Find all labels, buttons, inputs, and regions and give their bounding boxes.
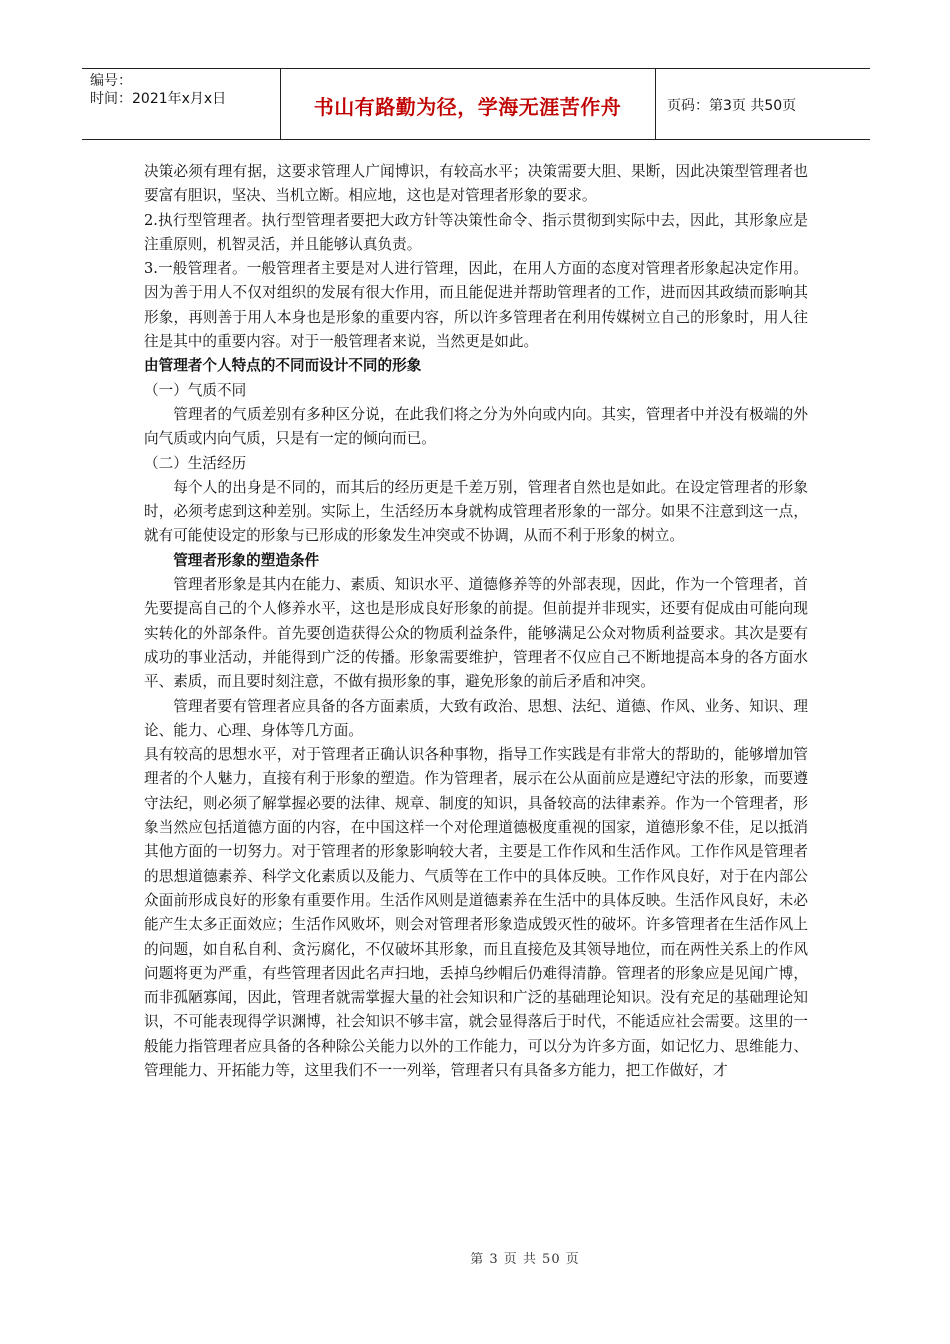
document-time-label: 时间：2021年x月x日 — [90, 91, 227, 107]
paragraph: 管理者要有管理者应具备的各方面素质，大致有政治、思想、法纪、道德、作风、业务、知识、理论、能力、心理、身体等几方面。 — [144, 697, 808, 739]
paragraph: 管理者的气质差别有多种区分说，在此我们将之分为外向或内向。其实，管理者中并没有极端的外向气质或内向气质，只是有一定的倾向而已。 — [144, 405, 808, 448]
paragraph: 管理者形象是其内在能力、素质、知识水平、道德修养等的外部表现，因此，作为一个管理者，首先要提高自己的个人修养水平，这也是形成良好形象的前提。但前提并非现实，还要有促成由可能向现实转化的外部条件。首先要创造获得公众的物质利益条件，能够满足公众对物质利益要求。其次是要有成功的事业活动，并能得到广泛的传播。形象需要维护，管理者不仅应自己不断地提高本身的各方面水平、素质，而且要时刻注意，不做有损形象的事，避免形象的前后矛盾和冲突。 — [144, 576, 808, 691]
subsection-heading: （二）生活经历 — [144, 454, 247, 472]
page-footer: 第 3 页 共 50 页 — [470, 1252, 580, 1267]
paragraph: 每个人的出身是不同的，而其后的经历更是千差万别，管理者自然也是如此。在设定管理者的形象时，必须考虑到这种差别。实际上，生活经历本身就构成管理者形象的一部分。如果不注意到这一点，就有可能使设定的形象与已形成的形象发生冲突或不协调，从而不利于形象的树立。 — [144, 478, 808, 545]
header-page-label: 页码：第3页 共50页 — [667, 98, 797, 114]
section-heading: 管理者形象的塑造条件 — [173, 551, 320, 569]
paragraph: 2.执行型管理者。执行型管理者要把大政方针等决策性命令、指示贯彻到实际中去，因此，其形象应是注重原则，机智灵活，并且能够认真负责。 — [144, 211, 808, 253]
document-header — [82, 68, 870, 140]
document-body — [144, 160, 808, 1083]
subsection-heading: （一）气质不同 — [144, 381, 247, 399]
paragraph: 决策必须有理有据，这要求管理人广闻博识，有较高水平；决策需要大胆、果断，因此决策型管理者也要富有胆识，坚决、当机立断。相应地，这也是对管理者形象的要求。 — [144, 163, 808, 205]
header-motto: 书山有路勤为径，学海无涯苦作舟 — [313, 95, 622, 119]
paragraph: 3.一般管理者。一般管理者主要是对人进行管理，因此，在用人方面的态度对管理者形象起决定作用。因为善于用人不仅对组织的发展有很大作用，而且能促进并帮助管理者的工作，进而因其政绩而影响其形象，再则善于用人本身也是形象的重要内容，所以许多管理者在利用传媒树立自己的形象时，用人往往是其中的重要内容。对于一般管理者来说，当然更是如此。 — [144, 260, 808, 351]
paragraph: 具有较高的思想水平，对于管理者正确认识各种事物，指导工作实践是有非常大的帮助的，能够增加管理者的个人魅力，直接有利于形象的塑造。作为管理者，展示在公从面前应是遵纪守法的形象，而要遵守法纪，则必须了解掌握必要的法律、规章、制度的知识，具备较高的法律素养。作为一个管理者，形象当然应包括道德方面的内容，在中国这样一个对伦理道德极度重视的国家，道德形象不佳，足以抵消其他方面的一切努力。对于管理者的形象影响较大者，主要是工作作风和生活作风。工作作风是管理者的思想道德素养、科学文化素质以及能力、气质等在工作中的具体反映。工作作风良好，对于在内部公众面前形成良好的形象有重要作用。生活作风则是道德素养在生活中的具体反映。生活作风良好，未必能产生太多正面效应；生活作风败坏，则会对管理者形象造成毁灭性的破坏。许多管理者在生活作风上的问题，如自私自利、贪污腐化，不仅破坏其形象，而且直接危及其领导地位，而在两性关系上的作风问题将更为严重，有些管理者因此名声扫地，丢掉乌纱帽后仍难得清静。管理者的形象应是见闻广博，而非孤陋寡闻，因此，管理者就需掌握大量的社会知识和广泛的基础理论知识。没有充足的基础理论知识，不可能表现得学识渊博，社会知识不够丰富，就会显得落后于时代，不能适应社会需要。这里的一般能力指管理者应具备的各种除公关能力以外的工作能力，可以分为许多方面，如记忆力、思维能力、管理能力、开拓能力等，这里我们不一一列举，管理者只有具备多方能力，把工作做好，才 — [144, 746, 808, 1079]
header-meta — [90, 72, 226, 108]
document-number-label: 编号： — [90, 73, 132, 89]
header-divider — [655, 69, 656, 139]
section-heading: 由管理者个人特点的不同而设计不同的形象 — [144, 357, 422, 375]
